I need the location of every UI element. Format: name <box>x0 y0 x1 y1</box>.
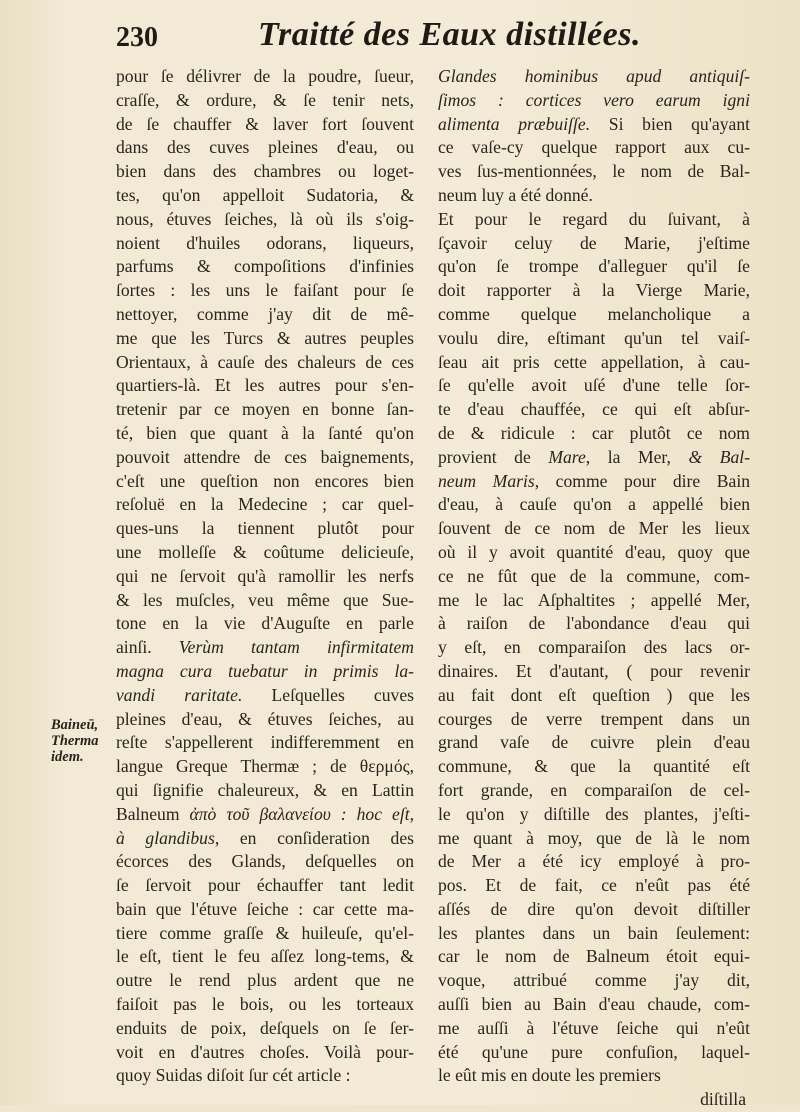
text-line <box>438 874 750 898</box>
text-line <box>438 541 750 565</box>
text-line <box>438 1064 750 1088</box>
text-run: pos. Et de fait, ce n'eût pas été <box>438 875 750 896</box>
margin-note-line: Baineū, <box>51 717 99 733</box>
text-run: noient d'huiles odorans, liqueurs, <box>116 232 414 253</box>
text-line <box>438 589 750 613</box>
text-run: au fait dont eſt queſtion ) que les <box>438 684 750 705</box>
text-run: doit rapporter à la Vierge Marie, <box>438 280 750 301</box>
text-run: de ſe chauffer & laver fort ſouvent <box>116 113 414 134</box>
text-run: dinaires. Et d'autant, ( pour revenir <box>438 660 750 681</box>
text-run: écorces des Glands, deſquelles on <box>116 851 414 872</box>
text-line <box>438 327 750 351</box>
text-line <box>438 993 750 1017</box>
text-run: me auſſi à l'étuve ſeiche qui n'eût <box>438 1017 750 1038</box>
text-line <box>438 1041 750 1065</box>
text-line <box>116 327 414 351</box>
text-run: ſe qu'elle avoit uſé d'une telle ſor- <box>438 375 750 396</box>
text-line <box>438 565 750 589</box>
text-run: ques-uns la tiennent plutôt pour <box>116 518 414 539</box>
text-line <box>438 708 750 732</box>
text-run: bain que l'étuve ſeiche : car cette ma- <box>116 898 414 919</box>
text-run: té, bien que quant à la ſanté qu'on <box>116 422 414 443</box>
text-line <box>116 351 414 375</box>
text-line <box>116 232 414 256</box>
text-line <box>116 255 414 279</box>
text-line <box>116 113 414 137</box>
text-run: tiere comme graſſe & huileuſe, qu'el- <box>116 922 414 943</box>
text-line <box>116 1017 414 1041</box>
text-run: ainſi. <box>116 637 179 658</box>
page-number: 230 <box>116 22 158 53</box>
text-run: , en conſideration des <box>214 827 414 848</box>
text-run: tone en la vie d'Auguſte en parle <box>116 613 414 634</box>
text-run: le qu'on y diſtille des plantes, j'eſti- <box>438 803 750 824</box>
text-line <box>438 89 750 113</box>
text-run: qui ne ſervoit qu'à ramollir les nerfs <box>116 565 414 586</box>
text-run: Si bien qu'ayant <box>590 113 750 134</box>
text-run: quartiers-là. Et les autres pour s'en- <box>116 375 414 396</box>
text-run: me que les Turcs & autres peuples <box>116 327 414 348</box>
italic-text: ſimos : cortices vero earum igni <box>438 89 750 110</box>
text-line <box>116 779 414 803</box>
text-line <box>438 470 750 494</box>
italic-text: Verùm tantam infirmitatem <box>178 637 414 658</box>
text-line <box>116 636 414 660</box>
text-run: grand vaſe de cuivre plein d'eau <box>438 732 750 753</box>
text-line <box>116 160 414 184</box>
text-run: été qu'une pure confuſion, laquel- <box>438 1041 750 1062</box>
text-line <box>116 731 414 755</box>
text-run: où il y avoit quantité d'eau, quoy que <box>438 541 750 562</box>
text-run: de Mer a été icy employé à pro- <box>438 851 750 872</box>
text-run: pour ſe délivrer de la poudre, ſueur, <box>116 66 414 86</box>
text-run: le eût mis en doute les premiers <box>438 1065 661 1086</box>
text-run: nettoyer, comme j'ay dit de mê- <box>116 303 414 324</box>
text-run: parfums & compoſitions d'infinies <box>116 256 414 277</box>
text-line <box>116 922 414 946</box>
text-run: Leſquelles cuves <box>242 684 414 705</box>
text-line <box>438 969 750 993</box>
text-run: de & ridicule : car plutôt ce nom <box>438 422 750 443</box>
text-run: faiſoit pas le bois, ou les torteaux <box>116 994 414 1015</box>
text-run: commune, & que la quantité eſt <box>438 756 750 777</box>
text-run: courges de verre trempent dans un <box>438 708 750 729</box>
text-line <box>116 446 414 470</box>
text-line <box>116 993 414 1017</box>
text-line <box>116 565 414 589</box>
text-run: ſe ſervoit pour échauffer tant ledit <box>116 875 414 896</box>
italic-text: neum Maris <box>438 470 535 491</box>
text-line <box>438 827 750 851</box>
text-run: provient de <box>438 446 549 467</box>
text-line <box>438 136 750 160</box>
text-line <box>116 969 414 993</box>
text-run: voit en d'autres choſes. Voilà pour- <box>116 1041 414 1062</box>
text-line <box>116 755 414 779</box>
text-line <box>116 898 414 922</box>
italic-text: alimenta præbuiſſe. <box>438 113 591 134</box>
text-line <box>438 255 750 279</box>
text-line <box>438 945 750 969</box>
text-line <box>116 374 414 398</box>
text-line <box>438 351 750 375</box>
italic-text: vandi raritate. <box>116 684 243 705</box>
text-run: fort grande, en comparaiſon de cel- <box>438 779 750 800</box>
text-line <box>116 541 414 565</box>
text-run: & les muſcles, veu même que Sue- <box>116 589 414 610</box>
text-line <box>438 374 750 398</box>
text-line <box>116 684 414 708</box>
text-line <box>438 208 750 232</box>
text-line <box>438 422 750 446</box>
text-line <box>438 636 750 660</box>
catchword: diſtilla <box>700 1089 746 1110</box>
italic-text: & Bal- <box>688 446 750 467</box>
text-run: outre le rend plus ardent que ne <box>116 970 414 991</box>
text-run: le eſt, tient le feu aſſez long-tems, & <box>116 946 414 967</box>
text-line <box>116 874 414 898</box>
text-line <box>438 803 750 827</box>
text-run: car le nom de Balneum étoit equi- <box>438 946 750 967</box>
text-run: pouvoit attendre de ces baignements, <box>116 446 414 467</box>
text-run: une molleſſe & coûtume delicieuſe, <box>116 541 414 562</box>
text-line <box>116 708 414 732</box>
text-line <box>116 803 414 827</box>
text-line <box>116 493 414 517</box>
text-line <box>438 303 750 327</box>
italic-text: à glandibus <box>116 827 215 848</box>
text-run: auſſi bien au Bain d'eau chaude, com- <box>438 994 750 1015</box>
text-run: tretenir par ce moyen en bonne ſan- <box>116 399 414 420</box>
text-run: ſçavoir celuy de Marie, j'eſtime <box>438 232 750 253</box>
text-line <box>116 136 414 160</box>
text-run: dans des cuves pleines d'eau, ou <box>116 137 414 158</box>
text-run: langue Greque Thermæ ; de θερμός, <box>116 756 414 777</box>
running-title: Traitté des Eaux distillées. <box>258 16 641 53</box>
text-run: aſſés de dire qu'on devoit diſtiller <box>438 898 750 919</box>
text-line <box>438 755 750 779</box>
text-line <box>116 1041 414 1065</box>
text-line <box>116 660 414 684</box>
text-line <box>116 827 414 851</box>
text-line <box>438 65 750 89</box>
text-run: Orientaux, à cauſe des chaleurs de ces <box>116 351 414 372</box>
margin-note-line: Therma <box>51 733 99 749</box>
text-line <box>116 65 414 89</box>
italic-text: magna cura tuebatur in primis la- <box>116 660 414 681</box>
text-run: ſeau ait pris cette appellation, à cau- <box>438 351 750 372</box>
text-line <box>438 1017 750 1041</box>
text-line <box>116 1064 414 1088</box>
text-line <box>116 279 414 303</box>
text-line <box>438 731 750 755</box>
text-line <box>116 517 414 541</box>
text-run: y eſt, en comparaiſon des lacs or- <box>438 637 750 658</box>
text-line <box>116 470 414 494</box>
text-line <box>438 184 750 208</box>
text-run: pleines d'eau, & étuves ſeiches, au <box>116 708 414 729</box>
text-line <box>438 922 750 946</box>
text-line <box>438 279 750 303</box>
text-line <box>116 422 414 446</box>
text-line <box>116 850 414 874</box>
margin-note-line: idem. <box>51 749 84 765</box>
text-run: neum luy a été donné. <box>438 184 593 205</box>
text-line <box>438 612 750 636</box>
text-line <box>438 398 750 422</box>
text-run: te d'eau chauffée, ce qui eſt abſur- <box>438 399 750 420</box>
text-line <box>116 303 414 327</box>
text-run: qui ſignifie chaleureux, & en Lattin <box>116 779 414 800</box>
text-line <box>438 446 750 470</box>
text-run: , la Mer, <box>585 446 689 467</box>
text-line <box>438 232 750 256</box>
text-run: bien dans des chambres ou loget- <box>116 161 414 182</box>
text-run: voque, attribué comme j'ay dit, <box>438 970 750 991</box>
text-line <box>438 517 750 541</box>
text-run: me quant à moy, que de là le nom <box>438 827 750 848</box>
text-line <box>438 160 750 184</box>
italic-text: ἀπὸ τοῦ βαλανείου : hoc eſt, <box>189 803 414 824</box>
text-run: me le lac Aſphaltites ; appellé Mer, <box>438 589 750 610</box>
text-line <box>438 850 750 874</box>
text-line <box>116 89 414 113</box>
text-run: comme quelque melancholique a <box>438 303 750 324</box>
text-run: Et pour le regard du ſuivant, à <box>438 208 750 229</box>
text-run: d'eau, à cauſe qu'on a appellé bien <box>438 494 750 515</box>
italic-text: Glandes hominibus apud antiquiſ- <box>438 66 750 86</box>
text-run: ves ſus-mentionnées, le nom de Bal- <box>438 161 750 182</box>
text-run: qu'on ſe trompe d'alleguer qu'il ſe <box>438 256 750 277</box>
text-run: nous, étuves ſeiches, là où ils s'oig- <box>116 208 414 229</box>
text-run: tes, qu'on appelloit Sudatoria, & <box>116 184 414 205</box>
text-line <box>438 113 750 137</box>
text-line <box>438 684 750 708</box>
text-run: , comme pour dire Bain <box>534 470 750 491</box>
left-column <box>116 65 414 1088</box>
text-line <box>116 184 414 208</box>
text-line <box>116 398 414 422</box>
text-run: reſte s'appellerent indifferemment en <box>116 732 414 753</box>
text-run: c'eſt une queſtion non encores bien <box>116 470 414 491</box>
text-run: à raiſon de l'abondance d'eau qui <box>438 613 750 634</box>
page-header <box>108 14 748 60</box>
text-run: enduits de poix, deſquels on ſe ſer- <box>116 1017 414 1038</box>
text-run: Balneum <box>116 803 190 824</box>
text-run: ce vaſe-cy quelque rapport aux cu- <box>438 137 750 158</box>
text-line <box>438 493 750 517</box>
text-run: voulu dire, eſtimant qu'un tel vaiſ- <box>438 327 750 348</box>
text-run: les plantes dans un bain ſeulement: <box>438 922 750 943</box>
text-line <box>438 898 750 922</box>
text-line <box>116 589 414 613</box>
italic-text: Mare <box>548 446 586 467</box>
right-column <box>438 65 750 1112</box>
text-run: ſortes : les uns le faiſant pour ſe <box>116 280 414 301</box>
text-run: quoy Suidas diſoit ſur cét article : <box>116 1065 351 1086</box>
text-line <box>116 945 414 969</box>
text-run: reſoluë en la Medecine ; car quel- <box>116 494 414 515</box>
text-run: ſouvent de ce nom de Mer les lieux <box>438 518 750 539</box>
text-line <box>116 208 414 232</box>
text-run: ce ne fût que de la commune, com- <box>438 565 750 586</box>
text-run: craſſe, & ordure, & ſe tenir nets, <box>116 89 414 110</box>
text-line <box>438 779 750 803</box>
text-line <box>438 660 750 684</box>
text-line <box>116 612 414 636</box>
margin-note <box>51 717 113 765</box>
